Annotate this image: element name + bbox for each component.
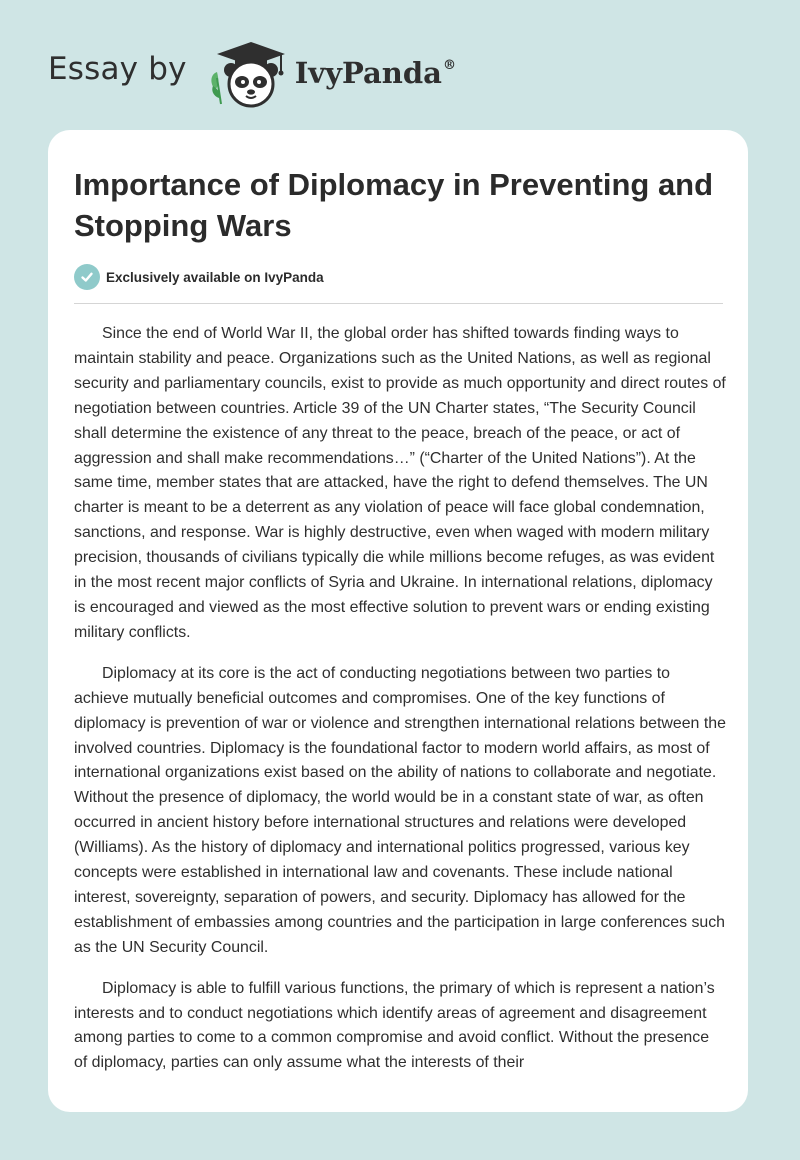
paragraph: Diplomacy at its core is the act of conducting negotiations between two parties to achieve mutually beneficial outcomes and compromises. One of the key functions of diplomacy is prevention of war or violence and strengthen international relations between the involved countries. Diplomacy is the foundational factor to modern world affairs, as most of international organizations exist based on the ability of nations to collaborate and negotiate. Without the presence of diplomacy, the world would be in a constant state of war, as often occurred in ancient history before international structures and relations were developed (Williams). As the history of diplomacy and international politics progressed, various key concepts were established in international law and covenants. These include national interest, sovereignty, separation of powers, and security. Diplomacy has allowed for the establishment of embassies among countries and the participation in large conferences such as the UN Security Council. bbox=[74, 664, 726, 956]
essay-card bbox=[48, 130, 748, 1112]
divider bbox=[74, 303, 723, 304]
essay-body bbox=[74, 322, 726, 1092]
brand-name[interactable]: IvyPanda® bbox=[294, 56, 456, 90]
exclusive-label: Exclusively available on IvyPanda bbox=[106, 269, 324, 285]
essay-by-label: Essay by bbox=[48, 51, 187, 87]
paragraph: Diplomacy is able to fulfill various functions, the primary of which is represent a nation’s interests and to conduct negotiations which identify areas of agreement and disagreement among parties to come to a common compromise and avoid conflict. Without the presence of diplomacy, parties can only assume what the interests of their bbox=[74, 979, 715, 1072]
check-icon bbox=[74, 264, 100, 290]
page-title: Importance of Diplomacy in Preventing and Stopping Wars bbox=[74, 167, 714, 243]
registered-mark: ® bbox=[442, 58, 456, 73]
paragraph: Since the end of World War II, the global order has shifted towards finding ways to maintain stability and peace. Organizations such as the United Nations, as well as regional security and parliamentary councils, exist to provide as much opportunity and direct routes of negotiation between countries. Article 39 of the UN Charter states, “The Security Council shall determine the existence of any threat to the peace, breach of the peace, or act of aggression and shall make recommendations…” (“Charter of the United Nations”). At the same time, member states that are attacked, have the right to defend themselves. The UN charter is meant to be a deterrent as any violation of peace will face global condemnation, sanctions, and response. War is highly destructive, even when waged with modern military precision, thousands of civilians typically die while millions become refuges, as was evident in the most recent major conflicts of Syria and Ukraine. In international relations, diplomacy is encouraged and viewed as the most effective solution to prevent wars or ending existing military conflicts. bbox=[74, 325, 726, 641]
panda-logo-icon[interactable] bbox=[201, 38, 291, 110]
site-header bbox=[48, 38, 456, 110]
exclusive-badge bbox=[74, 264, 324, 290]
